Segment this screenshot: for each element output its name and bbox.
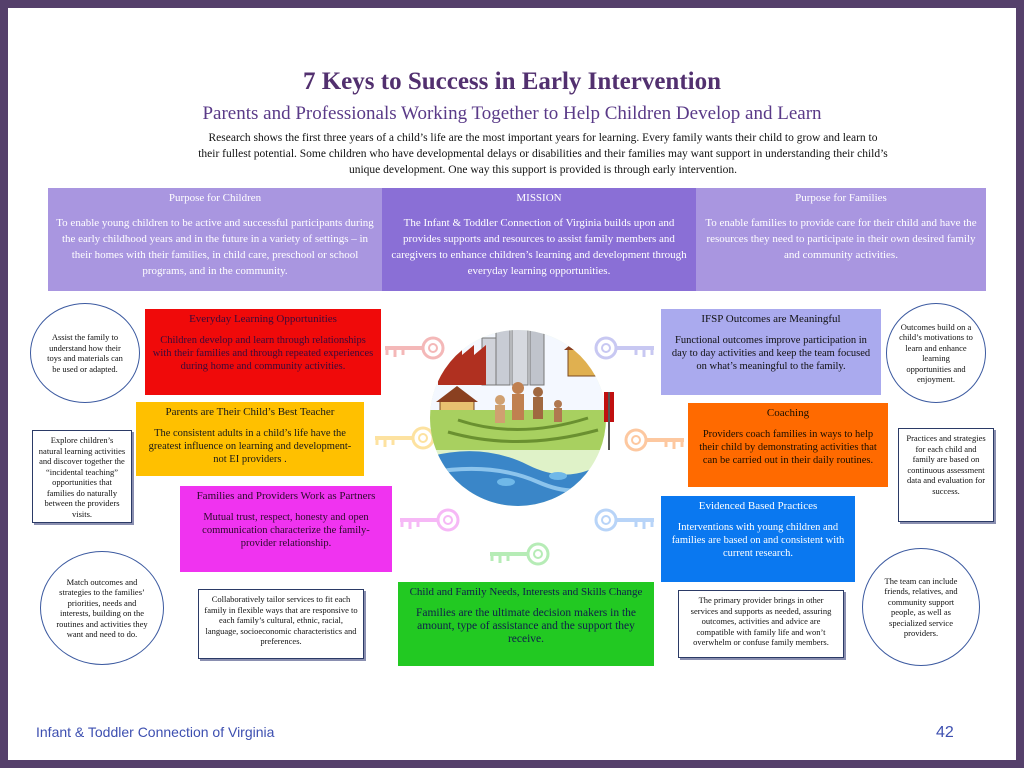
key-partners-text: Mutual trust, respect, honesty and open communication characterize the family-provider relationship. (202, 512, 370, 549)
purpose-children-band (48, 188, 382, 291)
note-circle-match-text: Match outcomes and strategies to the families’ priorities, needs and interests, building on the routines and activities they want and need to do. (56, 576, 148, 639)
note-box-explore (32, 430, 132, 523)
key-icon (400, 510, 458, 530)
key-ifsp-outcomes-heading: IFSP Outcomes are Meaningful (701, 313, 841, 325)
key-coaching (688, 403, 888, 487)
key-needs-change-text: Families are the ultimate decision makers in the amount, type of assistance and the support they receive. (415, 607, 637, 645)
purpose-children-text: To enable young children to be active and successful participants during the early childhood years and in the future in a variety of settings – in their homes with their families, in child care, preschool or school programs, and in the community. (56, 217, 374, 277)
page-title: 7 Keys to Success in Early Intervention (302, 68, 722, 95)
note-circle-match (40, 551, 164, 665)
purpose-families-heading: Purpose for Families (795, 192, 887, 204)
note-box-practices (898, 428, 994, 522)
intro-paragraph: Research shows the first three years of a child’s life are the most important years for learning. Every family wants their child to grow and learn to their fullest potential. Some children who have developmental delays or disabilities and their families may want support in understanding their child’s unique development. One way this support is provided is through early intervention. (198, 132, 888, 176)
footer-organization: Infant & Toddler Connection of Virginia (36, 724, 275, 740)
slide (8, 8, 1016, 760)
key-needs-change-heading: Child and Family Needs, Interests and Skills Change (409, 586, 643, 598)
purpose-families-band (696, 188, 986, 291)
key-ifsp-outcomes (661, 309, 881, 395)
footer-page-number: 42 (936, 724, 954, 741)
note-circle-outcomes-text: Outcomes build on a child’s motivations to learn and enhance learning opportunities and enjoyment. (899, 321, 973, 384)
note-circle-toys (30, 303, 140, 403)
community-globe-illustration (418, 300, 618, 510)
key-partners-heading: Families and Providers Work as Partners (196, 490, 376, 502)
mission-band (382, 188, 696, 291)
key-needs-change (398, 582, 654, 666)
purpose-children-heading: Purpose for Children (168, 192, 262, 204)
key-icon (490, 544, 548, 564)
key-icon (596, 510, 654, 530)
key-parents-best-teacher (136, 402, 364, 476)
key-coaching-heading: Coaching (766, 407, 810, 419)
mission-text: The Infant & Toddler Connection of Virginia builds upon and provides supports and resources to assist family members and caregivers to enhance children’s learning and development through everyday learning opportunities. (391, 217, 687, 277)
note-circle-team-text: The team can include friends, relatives, and community support people, as well as specialized service providers. (884, 575, 958, 638)
key-evidence-based (661, 496, 855, 582)
purpose-families-text: To enable families to provide care for their child and have the resources they need to participate in their own desired family and community activities. (705, 217, 977, 261)
key-everyday-learning (145, 309, 381, 395)
key-icon (626, 430, 684, 450)
key-coaching-text: Providers coach families in ways to help their child by demonstrating activities that can be carried out in their daily routines. (699, 429, 877, 466)
key-evidence-based-text: Interventions with young children and families are based on and consistent with current research. (671, 522, 845, 559)
note-box-primary-provider-text: The primary provider brings in other services and supports as needed, assuring outcomes, activities and advice are compatible with family life and won’t overwhelm or confuse family members. (690, 595, 832, 647)
note-circle-team (862, 548, 980, 666)
note-circle-toys-text: Assist the family to understand how their toys and materials can be used or adapted. (47, 332, 123, 374)
key-parents-best-teacher-heading: Parents are Their Child’s Best Teacher (165, 406, 335, 418)
note-box-explore-text: Explore children’s natural learning activities and discover together the “incidental teaching” opportunities that families do naturally between the providers visits. (38, 435, 126, 519)
key-ifsp-outcomes-text: Functional outcomes improve participation in day to day activities and keep the team focused on what’s meaningful to the family. (671, 335, 871, 372)
page-subtitle: Parents and Professionals Working Together to Help Children Develop and Learn (202, 103, 822, 124)
key-partners (180, 486, 392, 572)
key-evidence-based-heading: Evidenced Based Practices (698, 500, 818, 512)
key-everyday-learning-heading: Everyday Learning Opportunities (189, 313, 337, 325)
key-parents-best-teacher-text: The consistent adults in a child’s life have the greatest influence on learning and development-not EI providers . (148, 428, 352, 465)
note-box-tailor-text: Collaboratively tailor services to fit each family in flexible ways that are responsive to each family’s cultural, ethnic, racial, language, socioeconomic characteristics and preferences. (204, 594, 358, 646)
key-everyday-learning-text: Children develop and learn through relationships with their families and through repeated experiences during home and community activities. (152, 335, 374, 372)
mission-heading: MISSION (516, 192, 562, 204)
note-box-practices-text: Practices and strategies for each child and family are based on continuous assessment data and evaluation for success. (906, 433, 986, 496)
note-circle-outcomes (886, 303, 986, 403)
note-box-primary-provider (678, 590, 844, 658)
note-box-tailor (198, 589, 364, 659)
